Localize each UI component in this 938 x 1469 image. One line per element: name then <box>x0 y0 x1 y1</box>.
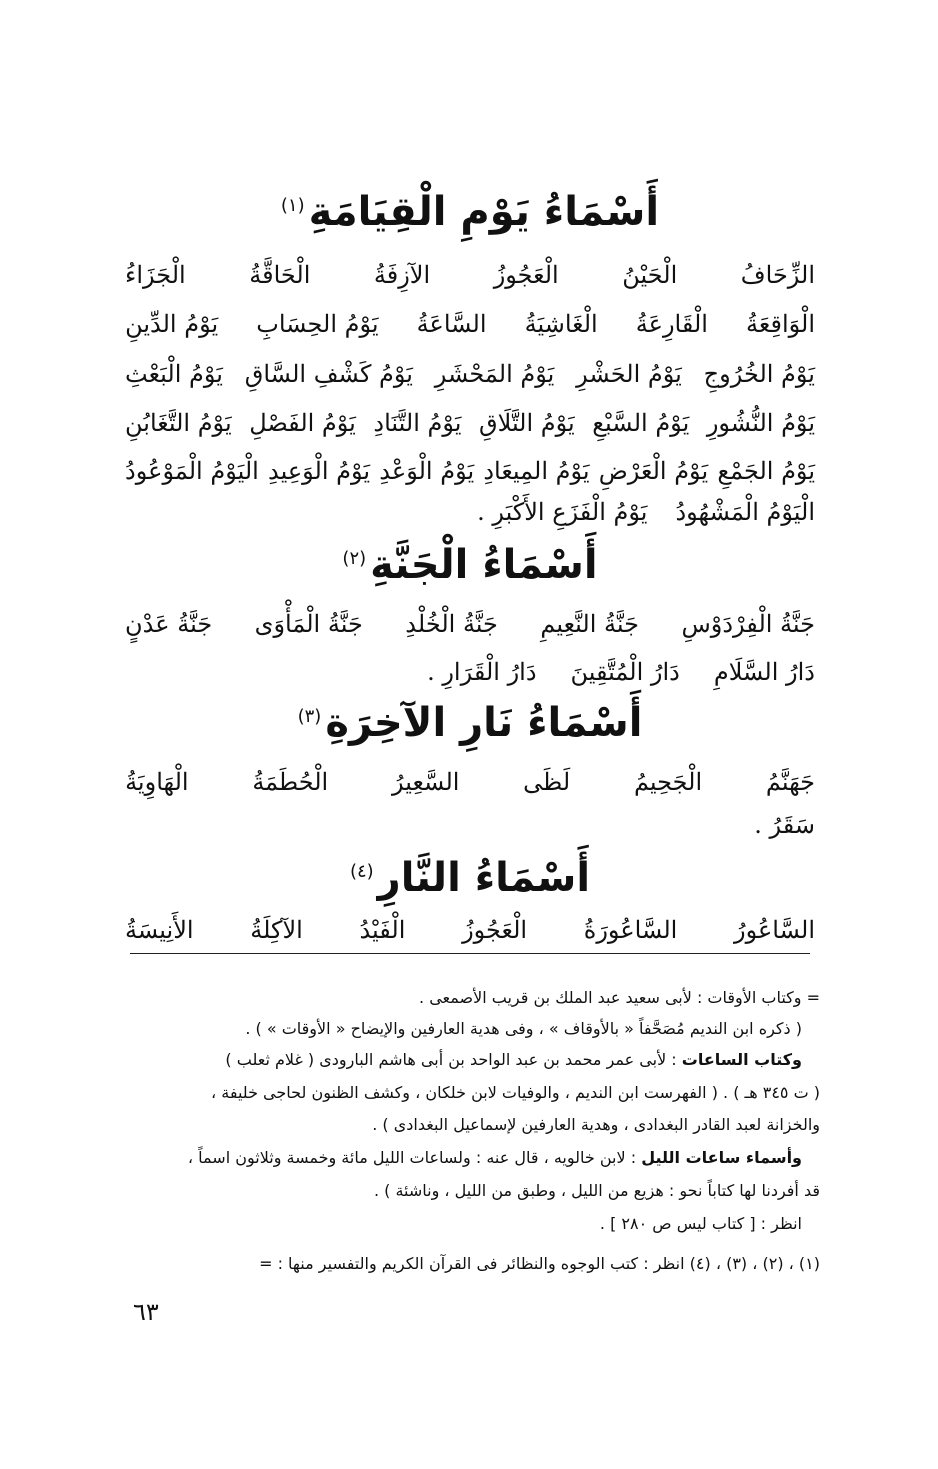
footnote-line: قد أفردنا لها كتاباً نحو : هزيع من الليل ، وطبق من الليل ، وناشئة ) . <box>373 1181 820 1200</box>
term-row <box>125 459 815 483</box>
term-row <box>125 813 815 837</box>
term: يَوْمُ الْوَعْدِ <box>379 457 475 485</box>
footnote-line: = وكتاب الأوقات : لأبى سعيد عبد الملك بن قريب الأصمعى . <box>419 988 820 1007</box>
footnote-line: انظر : [ كتاب ليس ص ٢٨٠ ] . <box>599 1214 802 1233</box>
term: الْعَجُوزُ <box>462 916 528 944</box>
term-row <box>125 263 815 287</box>
term-row <box>125 500 815 524</box>
term-row <box>125 660 815 684</box>
term: الْفَيْدُ <box>359 916 406 944</box>
term: يَوْمُ المَحْشَرِ <box>434 360 555 388</box>
term: يَوْمُ التَّغَابُنِ <box>125 409 232 437</box>
heading-text: أَسْمَاءُ يَوْمِ الْقِيَامَةِ <box>308 189 660 235</box>
term: يَوْمُ التَّنَادِ <box>373 409 462 437</box>
section-heading-fire <box>120 855 820 901</box>
footnote-bold: وكتاب الساعات <box>681 1050 802 1069</box>
footnote-text: : لابن خالويه ، قال عنه : ولساعات الليل مائة وخمسة وثلاثون اسماً ، <box>187 1148 642 1167</box>
section-heading-day-of-resurrection <box>120 189 820 235</box>
footnote-mark: (٤) <box>349 860 374 882</box>
section-heading-paradise <box>120 542 820 588</box>
footnote-line <box>120 1150 820 1166</box>
term: الْجَحِيمُ <box>633 768 703 796</box>
term: الزِّحَافُ <box>740 261 815 289</box>
footnote-mark: (١) <box>280 194 305 216</box>
term: الْحَاقَّةُ <box>249 261 311 289</box>
footnote-bold: وأسماء ساعات الليل <box>641 1148 802 1167</box>
term: يَوْمُ الخُرُوجِ <box>703 360 815 388</box>
footnote-line: ( ذكره ابن النديم مُصَحَّفاً « بالأوقاف » ، وفى هدية العارفين والإيضاح « الأوقات » ) . <box>245 1019 802 1038</box>
term: السَّاعَةُ <box>416 310 487 338</box>
term: لَظَى <box>523 768 571 796</box>
footnote-text: : لأبى عمر محمد بن عبد الواحد بن أبى هاشم البارودى ( غلام ثعلب ) <box>225 1050 682 1069</box>
page-number: ٦٣ <box>133 1298 159 1326</box>
heading-text: أَسْمَاءُ النَّارِ <box>377 855 591 901</box>
term: يَوْمُ التَّلَاقِ <box>479 409 575 437</box>
term: دَارُ السَّلَامِ <box>713 658 815 686</box>
term: الْيَوْمُ الْمَشْهُودُ <box>675 498 815 526</box>
footnote-mark: (٢) <box>342 547 367 569</box>
term: جَنَّةُ النَّعِيمِ <box>540 610 639 638</box>
term: الآزِفَةُ <box>373 261 431 289</box>
term: يَوْمُ الْوَعِيدِ <box>268 457 371 485</box>
term: الْوَاقِعَةُ <box>746 310 815 338</box>
term: يَوْمُ الفَصْلِ <box>249 409 356 437</box>
term: يَوْمُ كَشْفِ السَّاقِ <box>244 360 413 388</box>
term: الْقَارِعَةُ <box>635 310 708 338</box>
footnote-divider <box>130 953 810 954</box>
footnote-line <box>120 1052 820 1068</box>
term: الأَنِيسَةُ <box>125 916 194 944</box>
footnote-line: والخزانة لعبد القادر البغدادى ، وهدية العارفين لإسماعيل البغدادى ) . <box>372 1115 820 1134</box>
term: جَنَّةُ عَدْنٍ <box>125 610 213 638</box>
term: يَوْمُ الْبَعْثِ <box>125 360 223 388</box>
term: يَوْمُ النُّشُورِ <box>706 409 815 437</box>
term: الْحُطَمَةُ <box>252 768 329 796</box>
term: يَوْمُ الْعَرْضِ <box>598 457 709 485</box>
term: جَنَّةُ الْفِرْدَوْسِ <box>681 610 815 638</box>
term: جَنَّةُ الْخُلْدِ <box>405 610 498 638</box>
term-row <box>125 612 815 636</box>
term-row <box>125 411 815 435</box>
footnote-line: (١) ، (٢) ، (٣) ، (٤) انظر : كتب الوجوه والنظائر فى القرآن الكريم والتفسير منها : = <box>259 1254 820 1273</box>
term: الْغَاشِيَةُ <box>524 310 598 338</box>
heading-text: أَسْمَاءُ الْجَنَّةِ <box>370 542 598 588</box>
term: يَوْمُ الجَمْعِ <box>717 457 815 485</box>
term: يَوْمُ الحَشْرِ <box>576 360 682 388</box>
term-row <box>125 312 815 336</box>
footnote-line: ( ت ٣٤٥ هـ ) . ( الفهرست ابن النديم ، والوفيات لابن خلكان ، وكشف الظنون لحاجى خليفة ، <box>211 1083 820 1102</box>
term-row <box>125 362 815 386</box>
term: الآكِلَةُ <box>250 916 303 944</box>
term-row <box>125 770 815 794</box>
term: سَقَرُ . <box>754 811 815 839</box>
term: يَوْمُ الحِسَابِ <box>256 310 379 338</box>
term: جَهَنَّمُ <box>765 768 815 796</box>
heading-text: أَسْمَاءُ نَارِ الآخِرَةِ <box>325 700 643 746</box>
term: الْحَيْنُ <box>622 261 678 289</box>
term: دَارُ الْقَرَارِ . <box>427 658 537 686</box>
term: الْعَجُوزُ <box>493 261 559 289</box>
term: الْيَوْمُ الْمَوْعُودُ <box>125 457 259 485</box>
term: جَنَّةُ الْمَأْوَى <box>254 610 363 638</box>
term: السَّاعُورَةُ <box>583 916 678 944</box>
term: الْجَزَاءُ <box>125 261 186 289</box>
term-row <box>125 918 815 942</box>
term: يَوْمُ الدِّينِ <box>125 310 219 338</box>
footnote-mark: (٣) <box>297 705 322 727</box>
term: السَّاعُورُ <box>733 916 815 944</box>
term: يَوْمُ السَّبْعِ <box>592 409 690 437</box>
term: يَوْمُ الْفَزَعِ الأَكْبَرِ . <box>477 498 648 526</box>
term: دَارُ الْمُتَّقِينَ <box>570 658 680 686</box>
term: الْهَاوِيَةُ <box>125 768 189 796</box>
term: يَوْمُ المِيعَادِ <box>483 457 590 485</box>
section-heading-hellfire <box>120 700 820 746</box>
term: السَّعِيرُ <box>391 768 460 796</box>
